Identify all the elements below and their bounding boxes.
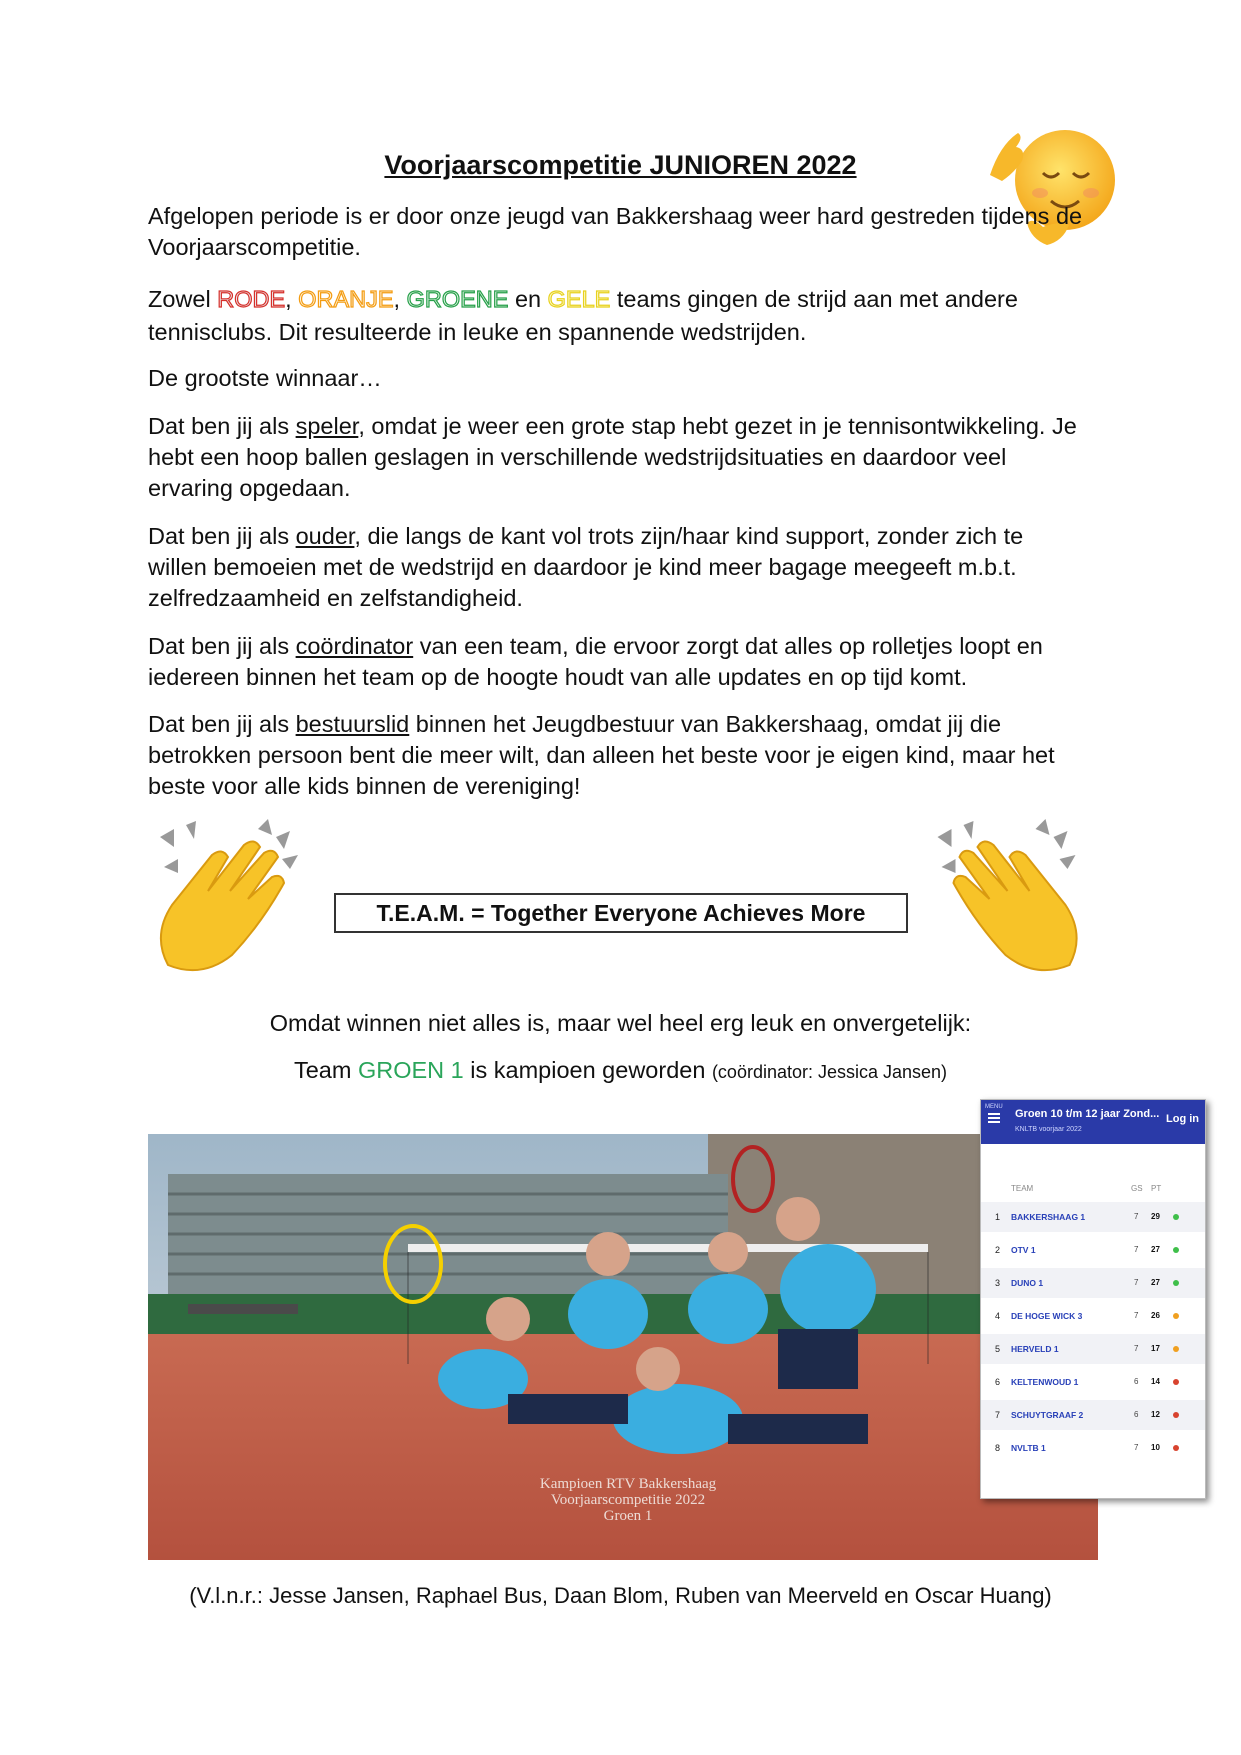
status-dot [1173, 1280, 1179, 1286]
col-gs: GS [1131, 1184, 1143, 1193]
status-dot [1173, 1313, 1179, 1319]
coordinator-role: coördinator [295, 633, 414, 659]
col-team: TEAM [1011, 1184, 1034, 1193]
table-row[interactable]: 1 BAKKERSHAAG 1 7 29 [981, 1202, 1205, 1232]
login-button[interactable]: Log in [1166, 1113, 1199, 1125]
table-row[interactable]: 5 HERVELD 1 7 17 [981, 1334, 1205, 1364]
groene-label: GROENE [406, 286, 509, 312]
standings-title: Groen 10 t/m 12 jaar Zond... [1015, 1108, 1160, 1120]
ouder-role: ouder [295, 523, 355, 549]
ouder-paragraph: Dat ben jij als ouder, die langs de kant vol trots zijn/haar kind support, zonder zich te willen bemoeien met de wedstrijd en daardoor je kind meer bagage meegeeft m.b.t. zelfredzaamheid en zelfstandigheid. [148, 523, 1024, 611]
table-row[interactable]: 3 DUNO 1 7 27 [981, 1268, 1205, 1298]
oranje-label: ORANJE [298, 286, 394, 312]
speler-paragraph: Dat ben jij als speler, omdat je weer een grote stap hebt gezet in je tennisontwikkeling. Je hebt een hoop ballen geslagen in verschillende wedstrijdsituaties en daardoor veel ervaring opgedaan. [148, 413, 1077, 501]
champion-team: GROEN 1 [357, 1057, 464, 1083]
bestuurslid-role: bestuurslid [295, 711, 410, 737]
col-pt: PT [1151, 1184, 1162, 1193]
table-row[interactable]: 8 NVLTB 1 7 10 [981, 1433, 1205, 1463]
teams-paragraph: Zowel RODE, ORANJE, GROENE en GELE teams gingen de strijd aan met andere tennisclubs. Dit resulteerde in leuke en spannende wedstrijden. [148, 286, 1018, 345]
photo-overlay-text: Kampioen RTV Bakkershaag Voorjaarscompetitie 2022 Groen 1 [539, 1476, 717, 1524]
standings-header: MENU Groen 10 t/m 12 jaar Zond... KNLTB voorjaar 2022 Log in [981, 1100, 1205, 1144]
status-dot [1173, 1247, 1179, 1253]
status-dot [1173, 1412, 1179, 1418]
champion-note: (coördinator: Jessica Jansen) [711, 1062, 948, 1082]
status-dot [1173, 1346, 1179, 1352]
status-dot [1173, 1379, 1179, 1385]
team-motto-box: T.E.A.M. = Together Everyone Achieves More [334, 893, 908, 933]
standings-screenshot [980, 1099, 1206, 1499]
clapping-hands-right-icon [925, 815, 1090, 985]
bestuurslid-paragraph: Dat ben jij als bestuurslid binnen het Jeugdbestuur van Bakkershaag, omdat jij die betrokken persoon bent die meer wilt, dan alleen het beste voor je eigen kind, maar het beste voor alle kids binnen de vereniging! [148, 711, 1055, 799]
table-row[interactable]: 2 OTV 1 7 27 [981, 1235, 1205, 1265]
intro-paragraph: Afgelopen periode is er door onze jeugd van Bakkershaag weer hard gestreden tijdens de Voorjaarscompetitie. [148, 203, 1083, 260]
status-dot [1173, 1445, 1179, 1451]
coordinator-paragraph: Dat ben jij als coördinator van een team, die ervoor zorgt dat alles op rolletjes loopt en iedereen binnen het team op de hoogte houdt van alle updates en op tijd komt. [148, 633, 1043, 690]
standings-subtitle: KNLTB voorjaar 2022 [1015, 1126, 1082, 1133]
status-dot [1173, 1214, 1179, 1220]
rode-label: RODE [217, 286, 286, 312]
team-photo [148, 1134, 1098, 1560]
clapping-hands-left-icon [150, 815, 310, 985]
photo-caption: (V.l.n.r.: Jesse Jansen, Raphael Bus, Daan Blom, Ruben van Meerveld en Oscar Huang) [189, 1583, 1052, 1608]
table-row[interactable]: 6 KELTENWOUD 1 6 14 [981, 1367, 1205, 1397]
table-row[interactable]: 7 SCHUYTGRAAF 2 6 12 [981, 1400, 1205, 1430]
gele-label: GELE [547, 286, 611, 312]
speler-role: speler [295, 413, 359, 439]
champion-line: Team GROEN 1 is kampioen geworden (coördinator: Jessica Jansen) [293, 1057, 948, 1083]
menu-icon[interactable] [988, 1113, 1000, 1115]
page-title: Voorjaarscompetitie JUNIOREN 2022 [384, 150, 857, 180]
winner-line: De grootste winnaar… [148, 365, 382, 391]
winning-line: Omdat winnen niet alles is, maar wel heel erg leuk en onvergetelijk: [269, 1010, 972, 1036]
table-row[interactable]: 4 DE HOGE WICK 3 7 26 [981, 1301, 1205, 1331]
